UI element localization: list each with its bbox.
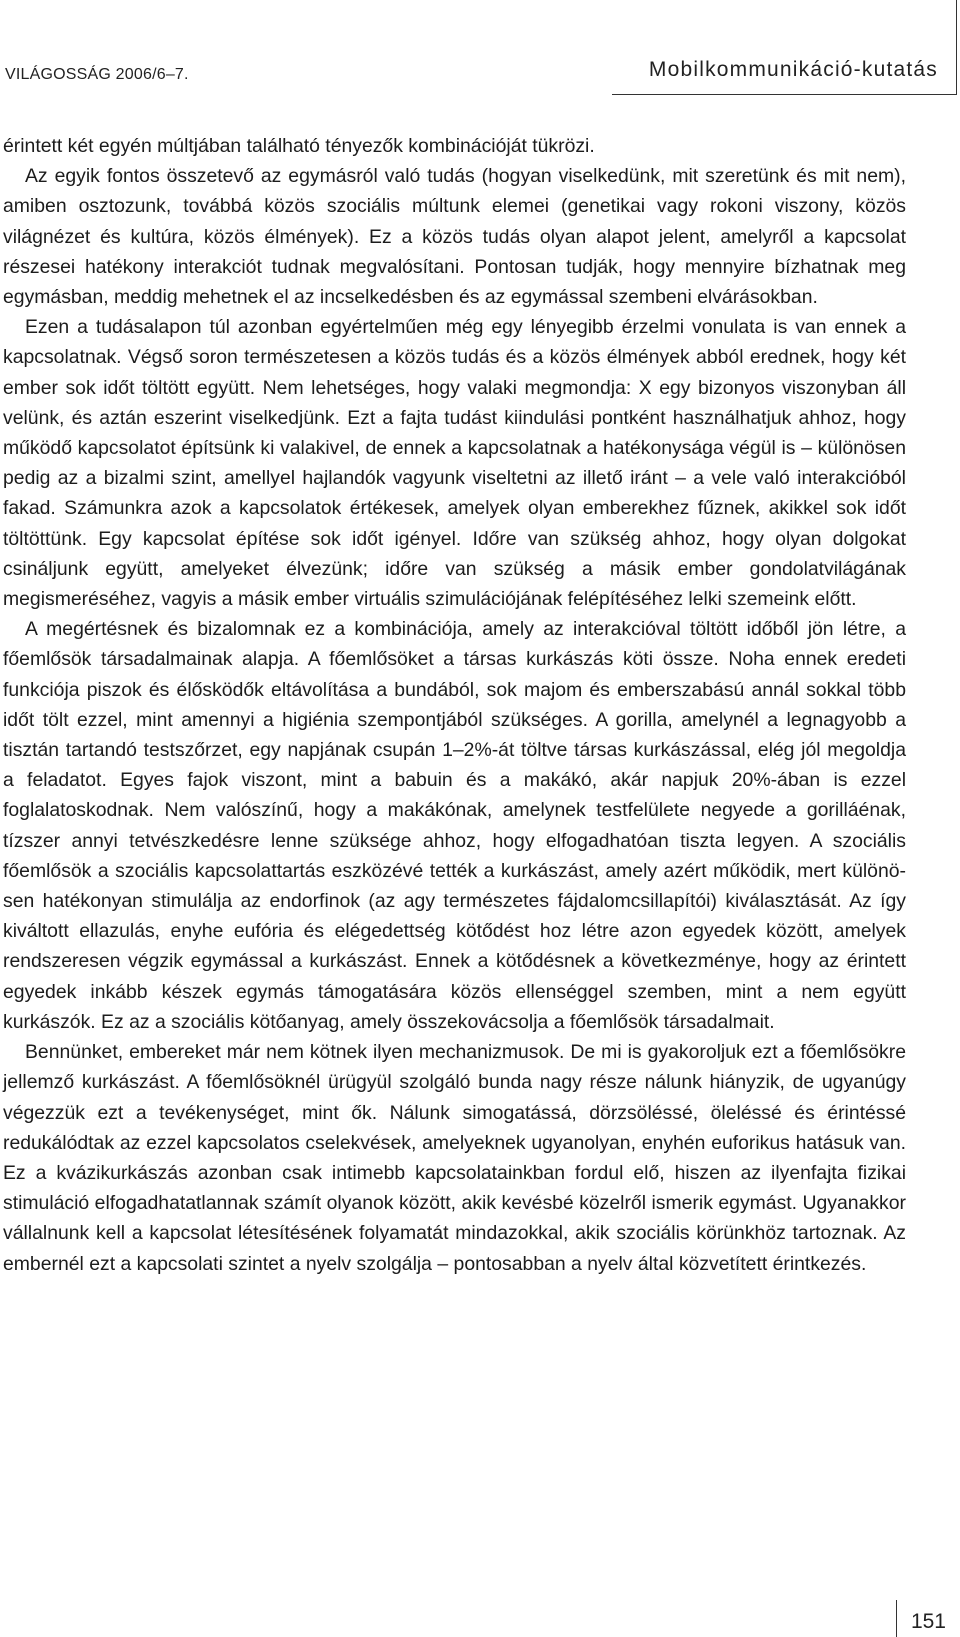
paragraph: érintett két egyén múltjában található tényezők kombinációját tükrözi. [3,135,595,157]
paragraph: A megértésnek és bizalomnak ez a kombinációja, amely az interakcióval töltött időből jön létre, a főemlősök társadalmainak alapja. A főemlősöket a társas kurkászás köti össze. Noha ennek eredeti funkciója piszok és élősködők eltávolítása a bundából, sok majom és emberszabású annál sokkal több időt tölt ezzel, mint amennyi a higiénia szempontjából szükséges. A gorilla, amelynél a legnagyobb a tisztán tartandó testszőrzet, egy napjának csupán 1–2%-át töltve társas kurkászással, elég jól megoldja a feladatot. Egyes fajok viszont, mint a babuin és a makákó, akár napjuk 20%-ában is ezzel foglalatoskodnak. Nem valószínű, hogy a makákónak, amelynek testfelülete negyede a gorilláénak, tízszer annyi tetvészkedésre lenne szüksége ahhoz, hogy elfogadhatóan tiszta legyen. A szociális főemlősök a szociális kapcsolattartás eszközévé tették a kurkászást, amely azért működik, mert különösen hatékonyan stimulálja az endorfinok (az agy természetes fájdalomcsillapítói) kiválasztását. Az így kiváltott ellazulás, enyhe eufória és elégedettség kötődést hoz létre azon egyedek között, amelyek rendszeresen végzik egymással a kurkászást. Ennek a kötődésnek a következménye, hogy az érintett egyedek inkább készek egymás támogatására közös ellenséggel szemben, mint a nem együtt kurkászók. Ez az a szociális kötőanyag, amely összekovácsolja a főemlősök társadalmait. [3,618,906,1033]
section-header-box [612,0,957,95]
section-title: Mobilkommunikáció-kutatás [648,58,938,81]
article-body [3,131,906,1279]
paragraph: Bennünket, embereket már nem kötnek ilyen mechanizmusok. De mi is gyakoroljuk ezt a főemlősökre jellemző kurkászást. A főemlősöknél ürügyül szolgáló bunda nagy része nálunk hiányzik, de ugyanúgy végezzük ezt a tevékenységet, mint ők. Nálunk simogatássá, dörzsöléssé, öleléssé és érintéssé redukálódtak az ezzel kapcsolatos cselekvések, amelyeknek ugyanolyan, enyhén euforikus hatásuk van. Ez a kvázikurkászás azonban csak intimebb kapcsolatainkban fordul elő, hiszen az ilyenfajta fizikai stimuláció elfogadhatatlannak számít olyanok között, akik kevésbé közelről ismerik egymást. Ugyanakkor vállalnunk kell a kapcsolat létesítésének folyamatát mindazokkal, akik szociális körünkhöz tartoznak. Az embernél ezt a kapcsolati szintet a nyelv szolgálja – pontosabban a nyelv által közvetített érintkezés. [3,1041,906,1275]
journal-title: VILÁGOSSÁG 2006/6–7. [5,66,189,83]
paragraph: Az egyik fontos összetevő az egymásról való tudás (hogyan viselkedünk, mit szeretünk és mit nem), amiben osztozunk, továbbá közös szociális múltunk elemei (genetikai vagy rokoni viszony, közös világnézet és kultúra, közös élmények). Ez a közös tudás olyan alapot jelent, amelyről a kapcsolat részesei hatékony interakciót tudnak megvalósítani. Pontosan tudják, hogy mennyire bízhatnak meg egymásban, meddig mehetnek el az incselkedésben és az egymással szembeni elvárásokban. [3,165,906,309]
paragraph: Ezen a tudásalapon túl azonban egyértelműen még egy lényegibb érzelmi vonulata is van ennek a kapcsolatnak. Végső soron természetesen a közös tudás és a közös élmények abból erednek, hogy két ember sok időt töltött együtt. Nem lehetséges, hogy valaki megmondja: X egy bizonyos viszonyban áll velünk, és aztán eszerint viselkedjünk. Ezt a fajta tudást kiindulási pontként használhatjuk ahhoz, hogy működő kapcsolatot építsünk ki valakivel, de ennek a kapcsolatnak a hatékonysága végül is – különösen pedig az a bizalmi szint, amellyel hajlandók vagyunk viseltetni az illető iránt – a vele való interakcióból fakad. Számunkra azok a kapcsolatok értékesek, amelyek olyan emberekhez fűznek, akikkel sok időt töltöttünk. Egy kapcsolat építése sok időt igényel. Időre van szükség ahhoz, hogy olyan dolgokat csináljunk együtt, amelyeket élvezünk; időre van szükség a másik ember gondolatvilágának megismeréséhez, vagyis a másik ember virtuális szimulációjának felépítéséhez lelki szemeink előtt. [3,316,906,611]
page-header [0,0,960,100]
page-number: 151 [910,1610,946,1633]
page-number-box [896,1600,956,1637]
